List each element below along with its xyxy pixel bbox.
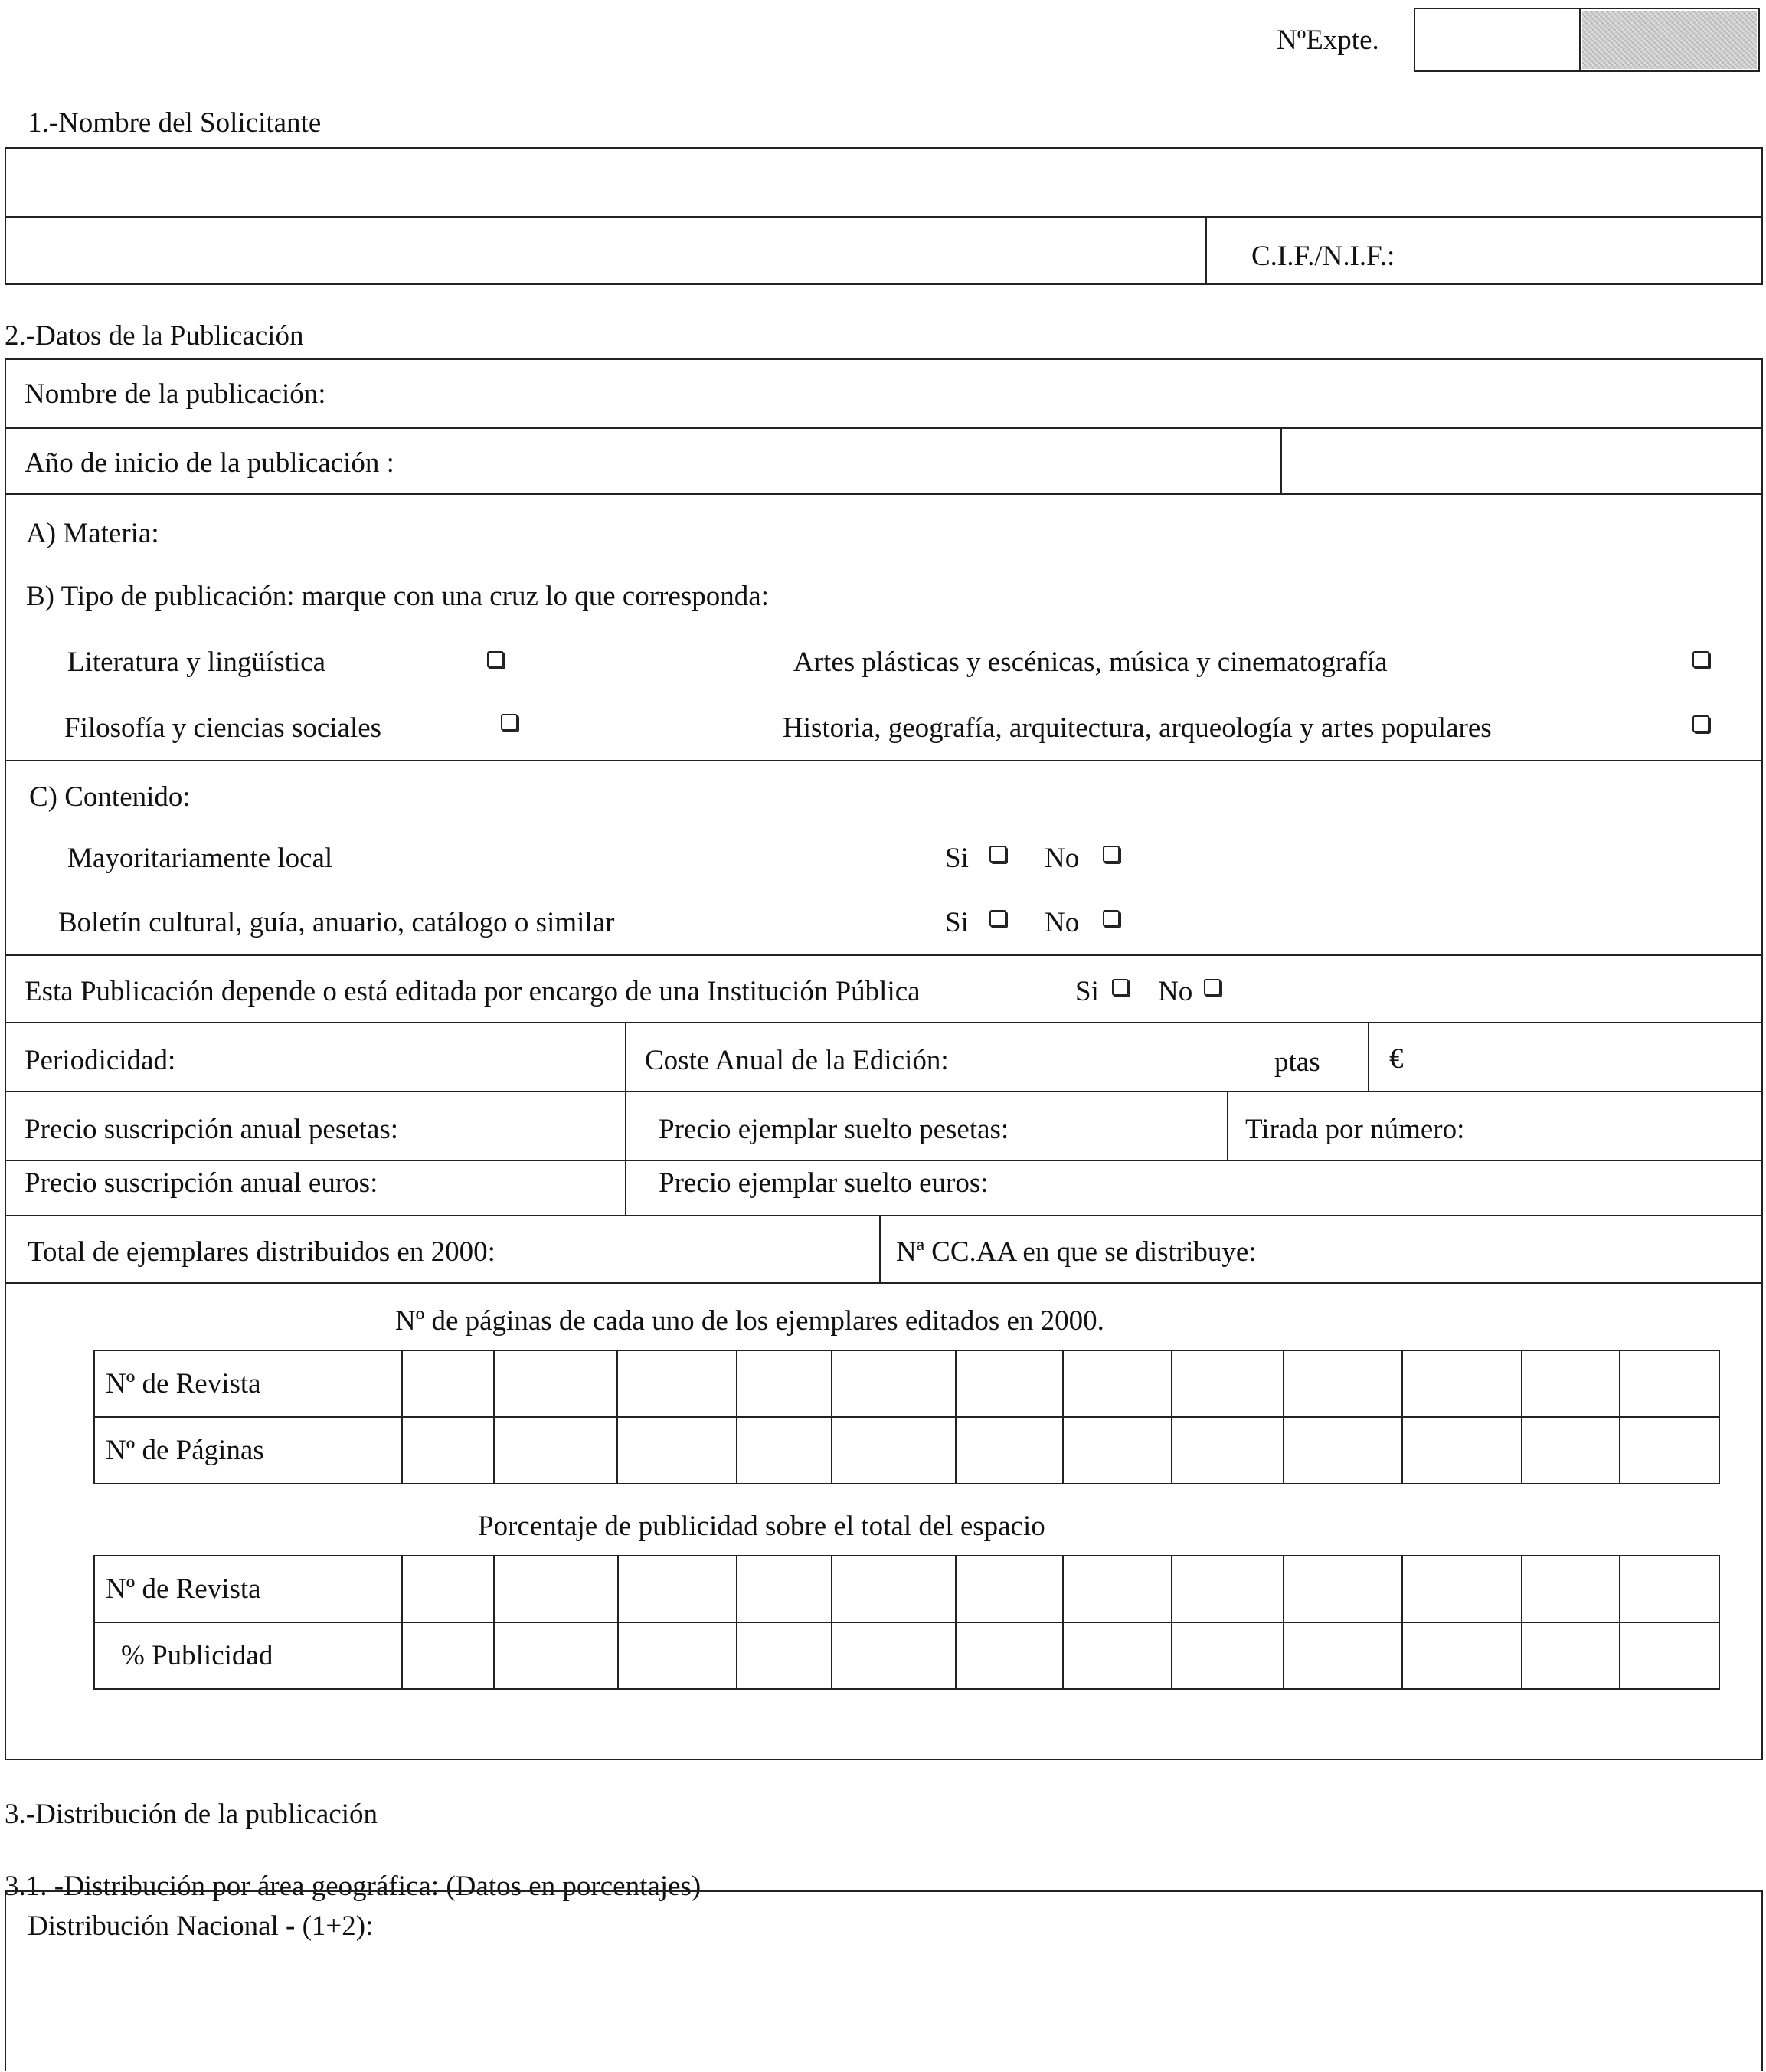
row-divider: [5, 760, 1763, 761]
tipo-option-artes: Artes plásticas y escénicas, música y cinematografía: [793, 646, 1388, 678]
grid-cell[interactable]: [1620, 1556, 1719, 1622]
grid-cell[interactable]: [402, 1350, 494, 1417]
grid-cell[interactable]: [832, 1556, 956, 1622]
row-divider: [5, 493, 1763, 495]
grid-cell[interactable]: [1620, 1417, 1719, 1484]
grid-cell[interactable]: [1063, 1622, 1172, 1689]
si-label: Si: [945, 843, 969, 874]
checkbox-institucion-si[interactable]: [1112, 979, 1129, 996]
expte-divider: [1579, 8, 1581, 72]
grid-cell[interactable]: [1402, 1417, 1522, 1484]
col-divider: [1368, 1022, 1369, 1091]
grid-cell[interactable]: [1172, 1417, 1284, 1484]
grid-cell[interactable]: [737, 1556, 832, 1622]
grid-cell[interactable]: [1620, 1622, 1719, 1689]
grid-cell[interactable]: [618, 1622, 737, 1689]
grid-cell[interactable]: [1402, 1622, 1522, 1689]
grid-cell[interactable]: [1522, 1350, 1620, 1417]
ccaa-label: Nª CC.AA en que se distribuye:: [896, 1236, 1257, 1268]
grid-row-label: Nº de Páginas: [94, 1417, 402, 1484]
precio-suscripcion-euros-label: Precio suscripción anual euros:: [25, 1167, 378, 1199]
row-divider: [5, 1282, 1763, 1284]
no-label: No: [1045, 843, 1080, 874]
grid-cell[interactable]: [1522, 1622, 1620, 1689]
row-divider: [5, 1091, 1763, 1092]
grid-cell[interactable]: [494, 1417, 618, 1484]
grid-cell[interactable]: [832, 1350, 956, 1417]
grid-cell[interactable]: [737, 1417, 832, 1484]
nombre-publicacion-label: Nombre de la publicación:: [25, 378, 326, 410]
grid-cell[interactable]: [1402, 1350, 1522, 1417]
grid-cell[interactable]: [1172, 1556, 1284, 1622]
grid-cell[interactable]: [617, 1350, 737, 1417]
solicitante-name-field[interactable]: [6, 149, 1761, 216]
col-divider: [879, 1215, 881, 1282]
total-ejemplares-label: Total de ejemplares distribuidos en 2000:: [28, 1236, 495, 1268]
col-divider: [1227, 1091, 1228, 1160]
euro-label: €: [1389, 1043, 1404, 1075]
ptas-label: ptas: [1274, 1046, 1320, 1078]
grid-cell[interactable]: [956, 1556, 1063, 1622]
grid-cell[interactable]: [1063, 1350, 1172, 1417]
grid-cell[interactable]: [1284, 1350, 1403, 1417]
expte-stamp-area: [1582, 11, 1757, 69]
grid-cell[interactable]: [956, 1350, 1063, 1417]
contenido-label: C) Contenido:: [29, 781, 191, 813]
col-divider: [625, 1022, 626, 1215]
tipo-publicacion-label: B) Tipo de publicación: marque con una cruz lo que corresponda:: [26, 581, 769, 612]
checkbox-boletin-no[interactable]: [1103, 910, 1120, 927]
grid-cell[interactable]: [402, 1417, 494, 1484]
grid-cell[interactable]: [832, 1417, 956, 1484]
institucion-label: Esta Publicación depende o está editada por encargo de una Institución Pública: [25, 976, 921, 1007]
si-label: Si: [1075, 976, 1099, 1007]
distribucion-nacional-label: Distribución Nacional - (1+2):: [28, 1910, 374, 1942]
nombre-publicacion-field[interactable]: [368, 362, 1760, 426]
grid-cell[interactable]: [956, 1622, 1063, 1689]
grid-cell[interactable]: [494, 1556, 618, 1622]
row-divider: [5, 954, 1763, 956]
materia-label: A) Materia:: [26, 518, 159, 549]
grid-cell[interactable]: [494, 1622, 618, 1689]
grid-cell[interactable]: [618, 1556, 737, 1622]
section3-title: 3.-Distribución de la publicación: [5, 1799, 378, 1830]
contenido-item-boletin: Boletín cultural, guía, anuario, catálogo o similar: [58, 907, 615, 938]
checkbox-literatura[interactable]: [487, 651, 504, 668]
grid-cell[interactable]: [737, 1350, 832, 1417]
grid-cell[interactable]: [832, 1622, 956, 1689]
cif-label: C.I.F./N.I.F.:: [1251, 241, 1395, 272]
precio-ejemplar-euros-label: Precio ejemplar suelto euros:: [659, 1167, 989, 1199]
row-divider: [5, 427, 1763, 429]
row-divider: [5, 1160, 1763, 1161]
grid-cell[interactable]: [1284, 1622, 1403, 1689]
paginas-grid: [93, 1350, 1720, 1484]
grid-cell[interactable]: [1522, 1417, 1620, 1484]
grid-cell[interactable]: [1620, 1350, 1719, 1417]
grid-cell[interactable]: [956, 1417, 1063, 1484]
coste-anual-label: Coste Anual de la Edición:: [645, 1045, 949, 1076]
grid-row-label: Nº de Revista: [94, 1556, 402, 1622]
grid-cell[interactable]: [1063, 1417, 1172, 1484]
grid-cell[interactable]: [402, 1622, 494, 1689]
precio-ejemplar-pesetas-label: Precio ejemplar suelto pesetas:: [659, 1114, 1009, 1145]
tipo-option-filosofia: Filosofía y ciencias sociales: [64, 712, 382, 744]
checkbox-historia[interactable]: [1692, 715, 1709, 732]
grid-row-label: Nº de Revista: [94, 1350, 402, 1417]
row-divider: [5, 1215, 1763, 1216]
grid-cell[interactable]: [617, 1417, 737, 1484]
publicidad-title: Porcentaje de publicidad sobre el total del espacio: [478, 1511, 1045, 1542]
checkbox-institucion-no[interactable]: [1204, 979, 1221, 996]
grid-cell[interactable]: [1284, 1556, 1403, 1622]
grid-cell[interactable]: [402, 1556, 494, 1622]
tirada-label: Tirada por número:: [1245, 1114, 1465, 1145]
grid-cell[interactable]: [494, 1350, 618, 1417]
anio-inicio-field[interactable]: [1284, 430, 1760, 492]
contenido-item-local: Mayoritariamente local: [67, 843, 333, 874]
grid-cell[interactable]: [1172, 1622, 1284, 1689]
section1-title: 1.-Nombre del Solicitante: [28, 107, 322, 139]
tipo-option-historia: Historia, geografía, arquitectura, arqueología y artes populares: [783, 712, 1492, 744]
table-row: [94, 1350, 1719, 1417]
si-label: Si: [945, 907, 969, 938]
tipo-option-literatura: Literatura y lingüística: [67, 646, 325, 678]
table-row: [94, 1417, 1719, 1484]
checkbox-artes[interactable]: [1692, 651, 1709, 668]
row-divider: [5, 1022, 1763, 1023]
table-row: [94, 1556, 1719, 1622]
grid-row-label: % Publicidad: [94, 1622, 402, 1689]
grid-cell[interactable]: [1284, 1417, 1403, 1484]
checkbox-local-si[interactable]: [989, 846, 1006, 863]
grid-cell[interactable]: [737, 1622, 832, 1689]
checkbox-local-no[interactable]: [1103, 846, 1120, 863]
grid-cell[interactable]: [1063, 1556, 1172, 1622]
table-row: [94, 1622, 1719, 1689]
precio-suscripcion-pesetas-label: Precio suscripción anual pesetas:: [25, 1114, 399, 1145]
periodicidad-label: Periodicidad:: [25, 1045, 176, 1076]
grid-cell[interactable]: [1172, 1350, 1284, 1417]
no-label: No: [1045, 907, 1080, 938]
grid-cell[interactable]: [1402, 1556, 1522, 1622]
anio-divider: [1280, 427, 1282, 493]
anio-inicio-label: Año de inicio de la publicación :: [25, 447, 394, 479]
section2-title: 2.-Datos de la Publicación: [5, 320, 304, 352]
grid-cell[interactable]: [1522, 1556, 1620, 1622]
no-label: No: [1158, 976, 1193, 1007]
expte-label: NºExpte.: [1277, 25, 1379, 56]
checkbox-boletin-si[interactable]: [989, 910, 1006, 927]
section3-subtitle: 3.1. -Distribución por área geográfica: (Datos en porcentajes): [5, 1871, 701, 1902]
checkbox-filosofia[interactable]: [501, 714, 518, 731]
publicidad-grid: [93, 1555, 1720, 1690]
paginas-title: Nº de páginas de cada uno de los ejemplares editados en 2000.: [395, 1305, 1104, 1337]
